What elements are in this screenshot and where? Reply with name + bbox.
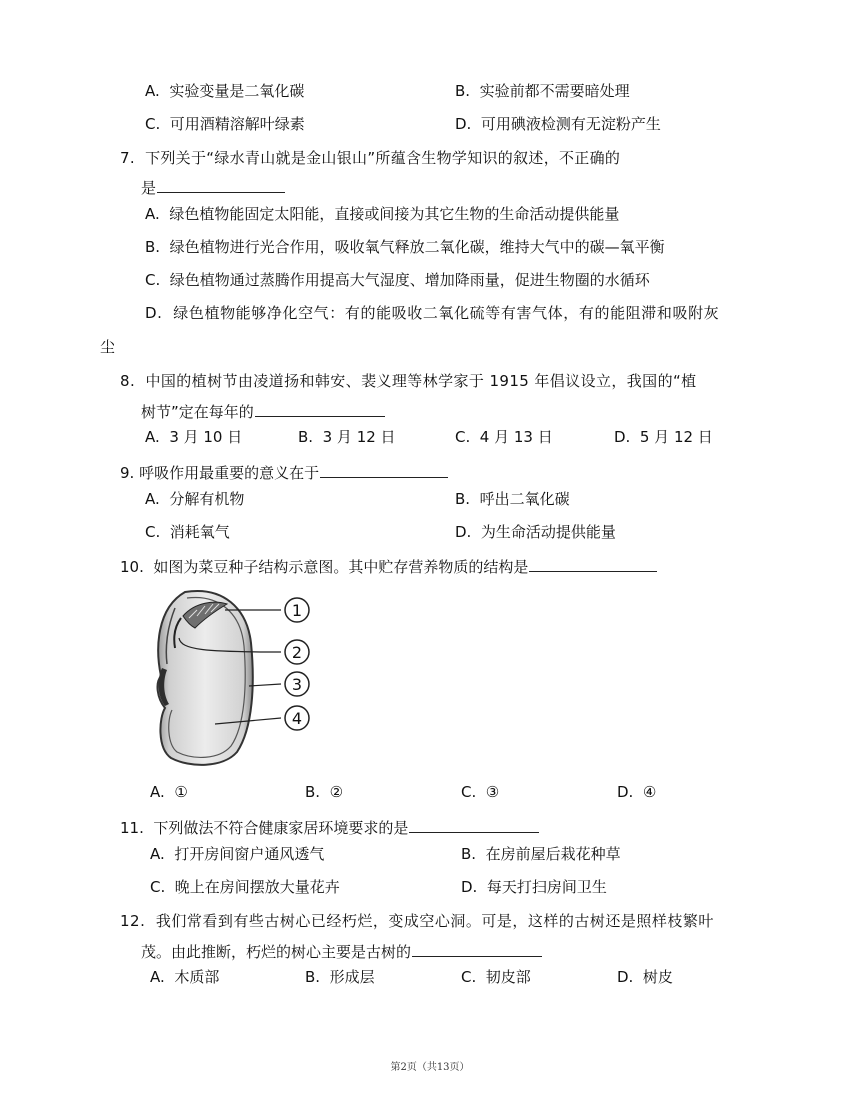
q7-answer-blank[interactable] xyxy=(157,176,285,193)
q11-answer-blank[interactable] xyxy=(409,816,539,833)
q10-option-d: D. ④ xyxy=(617,783,657,801)
q6-option-a: A. 实验变量是二氧化碳 xyxy=(145,82,305,100)
q8-stem: 8. 中国的植树节由凌道扬和韩安、裴义理等林学家于 1915 年倡议设立，我国的“植 xyxy=(120,372,697,390)
label-4 xyxy=(285,706,309,730)
q8-option-a: A. 3 月 10 日 xyxy=(145,428,243,446)
q10-option-b: B. ② xyxy=(305,783,344,801)
q9-option-c: C. 消耗氧气 xyxy=(145,523,230,541)
q7-option-d-wrap: 尘 xyxy=(100,338,116,356)
q8-option-d: D. 5 月 12 日 xyxy=(614,428,713,446)
q8-option-b: B. 3 月 12 日 xyxy=(298,428,396,446)
q9-option-b: B. 呼出二氧化碳 xyxy=(455,490,570,508)
q8-stem-line2: 树节”定在每年的 xyxy=(141,400,385,423)
q10-option-c: C. ③ xyxy=(461,783,500,801)
q10-option-a: A. ① xyxy=(150,783,188,801)
q7-option-a: A. 绿色植物能固定太阳能，直接或间接为其它生物的生命活动提供能量 xyxy=(145,205,620,223)
q12-option-c: C. 韧皮部 xyxy=(461,968,531,986)
q8-answer-blank[interactable] xyxy=(255,400,385,417)
q10-answer-blank[interactable] xyxy=(529,555,657,572)
svg-text:2: 2 xyxy=(291,643,303,662)
q10-stem: 10. 如图为菜豆种子结构示意图。其中贮存营养物质的结构是 xyxy=(120,555,657,578)
q9-option-a: A. 分解有机物 xyxy=(145,490,245,508)
label-1 xyxy=(285,598,309,622)
q7-stem-line2: 是 xyxy=(141,176,285,199)
q11-option-a: A. 打开房间窗户通风透气 xyxy=(150,845,325,863)
q9-stem: 9. 呼吸作用最重要的意义在于 xyxy=(120,461,448,484)
q7-option-c: C. 绿色植物通过蒸腾作用提高大气湿度、增加降雨量，促进生物圈的水循环 xyxy=(145,271,650,289)
label-3 xyxy=(285,672,309,696)
q9-answer-blank[interactable] xyxy=(320,461,448,478)
q12-option-d: D. 树皮 xyxy=(617,968,673,986)
page-footer: 第2页（共13页） xyxy=(390,1062,470,1073)
svg-text:1: 1 xyxy=(291,601,303,620)
svg-text:3: 3 xyxy=(291,675,303,694)
label-2 xyxy=(285,640,309,664)
q12-option-b: B. 形成层 xyxy=(305,968,375,986)
q6-option-b: B. 实验前都不需要暗处理 xyxy=(455,82,630,100)
q11-option-b: B. 在房前屋后栽花种草 xyxy=(461,845,621,863)
q12-stem-line2: 茂。由此推断，朽烂的树心主要是古树的 xyxy=(141,940,542,963)
q7-option-d: D. 绿色植物能够净化空气：有的能吸收二氧化硫等有害气体，有的能阻滞和吸附灰 xyxy=(145,304,720,322)
svg-text:4: 4 xyxy=(291,709,303,728)
q11-stem: 11. 下列做法不符合健康家居环境要求的是 xyxy=(120,816,539,839)
q12-stem: 12. 我们常看到有些古树心已经朽烂，变成空心洞。可是，这样的古树还是照样枝繁叶 xyxy=(120,912,714,930)
q8-option-c: C. 4 月 13 日 xyxy=(455,428,553,446)
q11-option-c: C. 晚上在房间摆放大量花卉 xyxy=(150,878,340,896)
q9-option-d: D. 为生命活动提供能量 xyxy=(455,523,616,541)
q7-option-b: B. 绿色植物进行光合作用，吸收氧气释放二氧化碳，维持大气中的碳—氧平衡 xyxy=(145,238,665,256)
q7-stem: 7. 下列关于“绿水青山就是金山银山”所蕴含生物学知识的叙述，不正确的 xyxy=(120,149,621,167)
q6-option-c: C. 可用酒精溶解叶绿素 xyxy=(145,115,305,133)
q11-option-d: D. 每天打扫房间卫生 xyxy=(461,878,607,896)
q6-option-d: D. 可用碘液检测有无淀粉产生 xyxy=(455,115,661,133)
bean-seed-diagram xyxy=(145,588,320,768)
q12-answer-blank[interactable] xyxy=(412,940,542,957)
q12-option-a: A. 木质部 xyxy=(150,968,220,986)
